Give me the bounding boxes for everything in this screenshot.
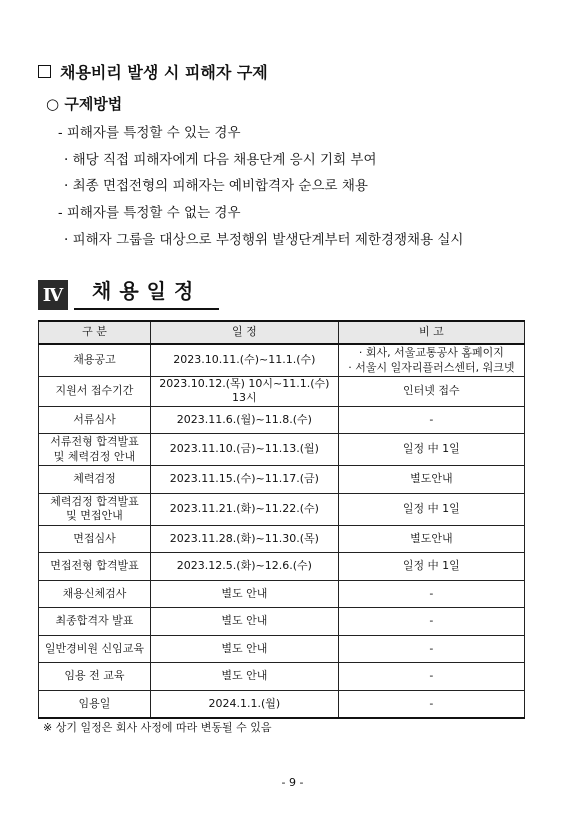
row-date: 2023.11.21.(화)~11.22.(수)	[150, 493, 338, 525]
schedule-table	[38, 320, 525, 719]
row-date: 2023.11.6.(월)~11.8.(수)	[150, 406, 338, 434]
row-date: 2023.11.15.(수)~11.17.(금)	[150, 466, 338, 494]
row-date: 별도 안내	[150, 663, 338, 691]
row-note-line: · 서울시 일자리플러스센터, 워크넷	[348, 360, 515, 374]
row-note: 일정 中 1일	[338, 553, 524, 581]
checkbox-icon	[38, 65, 51, 78]
table-row	[39, 493, 525, 525]
table-row	[39, 635, 525, 663]
table-row	[39, 434, 525, 466]
row-item: 서류심사	[39, 406, 151, 434]
row-item: 채용공고	[39, 344, 151, 377]
row-note	[338, 344, 524, 377]
row-item: 임용 전 교육	[39, 663, 151, 691]
row-item	[39, 434, 151, 466]
table-row	[39, 663, 525, 691]
header-date: 일 정	[150, 321, 338, 344]
row-item: 임용일	[39, 690, 151, 718]
row-note: -	[338, 406, 524, 434]
row-date: 2023.11.28.(화)~11.30.(목)	[150, 525, 338, 553]
row-note: 인터넷 접수	[338, 377, 524, 407]
row-note: -	[338, 635, 524, 663]
table-row	[39, 377, 525, 407]
row-note: -	[338, 690, 524, 718]
bullet-3: · 최종 면접전형의 피해자는 예비합격자 순으로 채용	[64, 178, 368, 194]
row-note: 일정 中 1일	[338, 493, 524, 525]
section-title	[38, 60, 268, 83]
table-row	[39, 580, 525, 608]
bullet-1: - 피해자를 특정할 수 있는 경우	[58, 125, 241, 141]
bullet-4: - 피해자를 특정할 수 없는 경우	[58, 205, 241, 221]
row-note: 별도안내	[338, 525, 524, 553]
table-row	[39, 690, 525, 718]
row-note: -	[338, 608, 524, 636]
row-date: 별도 안내	[150, 580, 338, 608]
table-row	[39, 406, 525, 434]
row-date: 2023.10.12.(목) 10시~11.1.(수) 13시	[150, 377, 338, 407]
table-row	[39, 466, 525, 494]
subheading-text: 구제방법	[64, 95, 123, 113]
table-row	[39, 553, 525, 581]
row-note: 별도안내	[338, 466, 524, 494]
bullet-5: · 피해자 그룹을 대상으로 부정행위 발생단계부터 제한경쟁채용 실시	[64, 232, 464, 248]
table-row	[39, 525, 525, 553]
row-item: 일반경비원 신임교육	[39, 635, 151, 663]
row-date: 별도 안내	[150, 635, 338, 663]
row-date: 2023.11.10.(금)~11.13.(월)	[150, 434, 338, 466]
subheading	[46, 93, 122, 114]
row-note: -	[338, 580, 524, 608]
row-item-line: 체력검정 합격발표	[50, 494, 139, 508]
row-date: 2024.1.1.(월)	[150, 690, 338, 718]
schedule-heading	[38, 276, 219, 310]
row-date: 별도 안내	[150, 608, 338, 636]
row-item: 최종합격자 발표	[39, 608, 151, 636]
row-date: 2023.12.5.(화)~12.6.(수)	[150, 553, 338, 581]
roman-numeral-badge: Ⅳ	[38, 280, 68, 310]
row-item: 지원서 접수기간	[39, 377, 151, 407]
footnote: ※ 상기 일정은 회사 사정에 따라 변동될 수 있음	[43, 721, 272, 734]
row-note: 일정 中 1일	[338, 434, 524, 466]
schedule-title: 채용일정	[74, 276, 219, 310]
table-header-row	[39, 321, 525, 344]
table-row	[39, 608, 525, 636]
page-number: - 9 -	[281, 776, 304, 789]
header-category: 구 분	[39, 321, 151, 344]
table-row	[39, 344, 525, 377]
circle-bullet-icon: ○	[46, 95, 60, 113]
row-item-line: 및 체력검정 안내	[53, 449, 136, 463]
row-note: -	[338, 663, 524, 691]
header-note: 비 고	[338, 321, 524, 344]
section-title-text: 채용비리 발생 시 피해자 구제	[60, 63, 268, 82]
row-item: 면접심사	[39, 525, 151, 553]
row-item-line: 및 면접안내	[66, 509, 123, 523]
row-note-line: · 회사, 서울교통공사 홈페이지	[358, 346, 504, 360]
row-item	[39, 493, 151, 525]
row-item: 채용신체검사	[39, 580, 151, 608]
bullet-2: · 해당 직접 피해자에게 다음 채용단계 응시 기회 부여	[64, 152, 377, 168]
row-item: 면접전형 합격발표	[39, 553, 151, 581]
row-item: 체력검정	[39, 466, 151, 494]
row-date: 2023.10.11.(수)~11.1.(수)	[150, 344, 338, 377]
row-item-line: 서류전형 합격발표	[50, 435, 139, 449]
